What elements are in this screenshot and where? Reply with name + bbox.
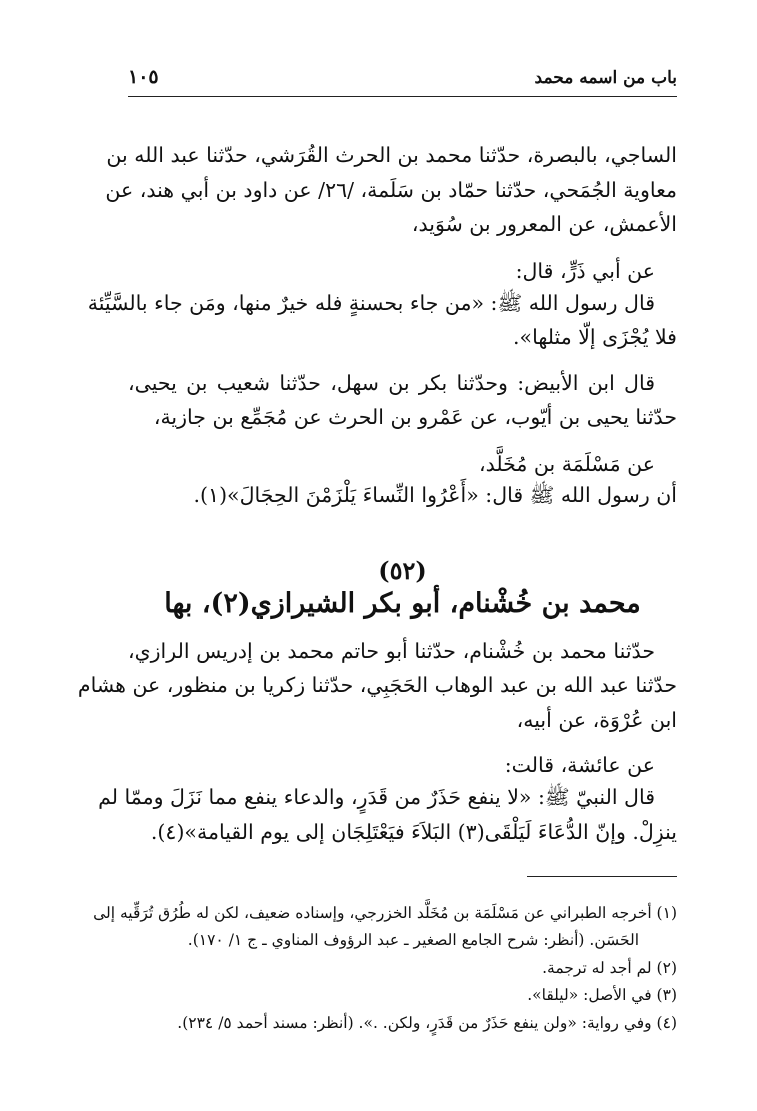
text-line: حدّثنا عبد الله بن عبد الوهاب الحَجَبِي، حدّثنا زكريا بن منظور، عن هشام <box>77 673 677 697</box>
footnote: (٣) في الأصل: «ليلقا». <box>527 986 677 1004</box>
footnote: الحَسَن. (أنظر: شرح الجامع الصغير ـ عبد الرؤوف المناوي ـ ج ١/ ١٧٠). <box>187 931 639 949</box>
text-line: حدّثنا يحيى بن أيّوب، عن عَمْرو بن الحرث عن مُجَمِّع بن جازية، <box>153 405 677 429</box>
text-line: قال ابن الأبيض: وحدّثنا بكر بن سهل، حدّثنا شعيب بن يحيى، <box>128 371 655 395</box>
hadith-line: قال رسول الله ﷺ: «من جاء بحسنةٍ فله خيرٌ منها، ومَن جاء بالسَّيِّئة <box>87 291 655 315</box>
text-line: الأعمش، عن المعرور بن سُوَيد، <box>411 212 677 236</box>
text-line: ابن عُرْوَة، عن أبيه، <box>516 708 677 732</box>
text-line: عن عائشة، قالت: <box>504 753 655 777</box>
chapter-number: (٥٢) <box>378 556 427 585</box>
text-line: الساجي، بالبصرة، حدّثنا محمد بن الحرث القُرَشي، حدّثنا عبد الله بن <box>106 143 677 167</box>
text-line: عن مَسْلَمَة بن مُخَلَّد، <box>479 452 655 476</box>
running-title: باب من اسمه محمد <box>534 68 677 88</box>
hadith-line: أن رسول الله ﷺ قال: «أَعْرُوا النِّساءَ يَلْزَمْنَ الحِجَالَ»(١). <box>193 483 677 507</box>
text-line: معاوية الجُمَحي، حدّثنا حمّاد بن سَلَمة، /٢٦/ عن داود بن أبي هند، عن <box>105 178 677 202</box>
footnote: (٢) لم أجد له ترجمة. <box>542 959 677 977</box>
running-header <box>128 62 677 97</box>
footnote: (٤) وفي رواية: «ولن ينفع حَذَرٌ من قَدَرٍ، ولكن. .». (أنظر: مسند أحمد ٥/ ٢٣٤). <box>177 1014 677 1032</box>
chapter-title: محمد بن خُشْنام، أبو بكر الشيرازي(٢)، بها <box>164 588 641 619</box>
footnote: (١) أخرجه الطبراني عن مَسْلَمَة بن مُخَلَّد الخزرجي، وإسناده ضعيف، لكن له طُرُق تُرَقِّيه إلى <box>93 904 677 922</box>
hadith-line: قال النبيّ ﷺ: «لا ينفع حَذَرٌ من قَدَرٍ، والدعاء ينفع مما نَزَلَ وممّا لم <box>98 785 655 809</box>
hadith-line: فلا يُجْزَى إلّا مثلها». <box>513 325 677 349</box>
text-line: عن أبي ذَرٍّ، قال: <box>515 259 655 283</box>
text-line: حدّثنا محمد بن خُشْنام، حدّثنا أبو حاتم محمد بن إدريس الرازي، <box>128 639 655 663</box>
footnote-separator <box>527 876 677 877</box>
hadith-line: ينزِلْ. وإنّ الدُّعَاءَ لَيَلْقَى(٣) البَلاَءَ فيَعْتَلِجَان إلى يوم القيامة»(٤). <box>150 820 677 844</box>
page-number: ١٠٥ <box>128 66 159 88</box>
